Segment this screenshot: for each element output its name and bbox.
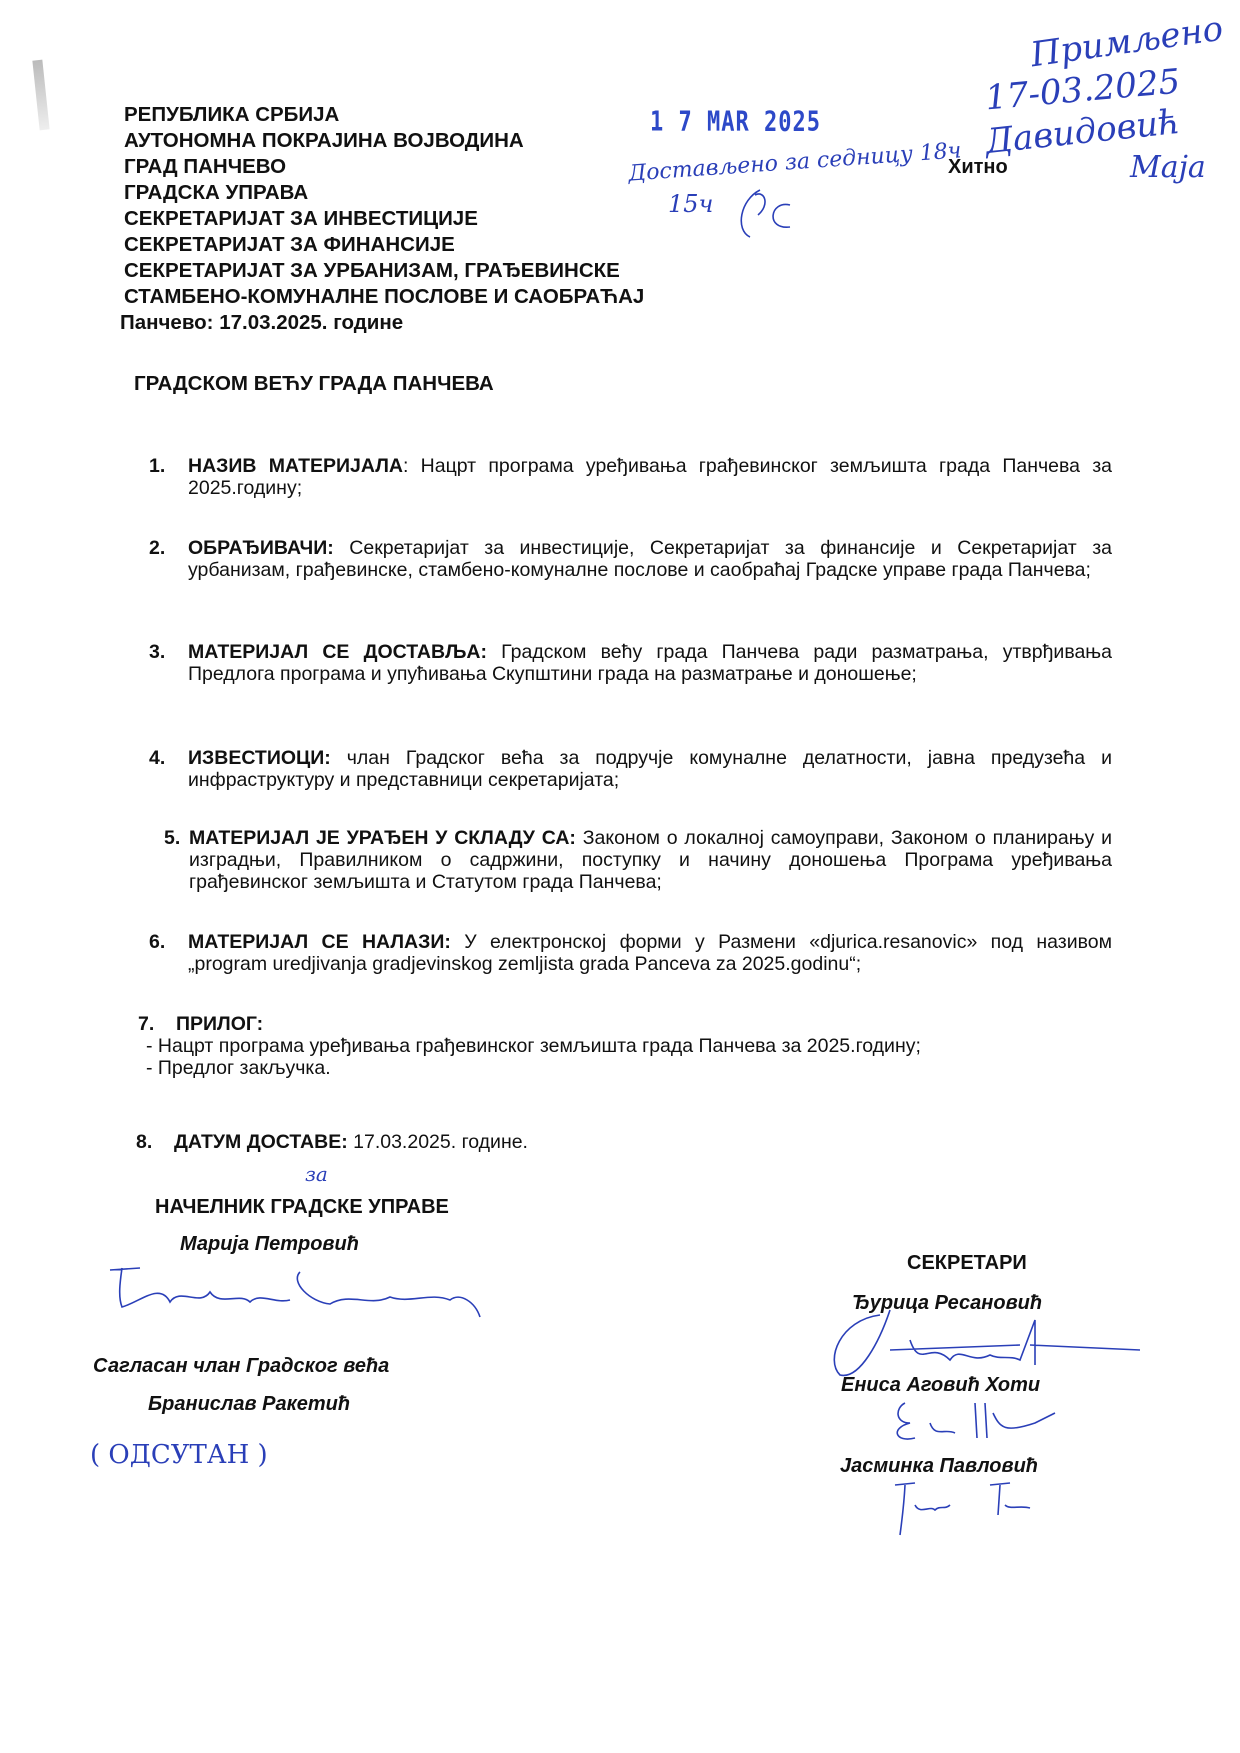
scan-mark	[32, 60, 49, 131]
item-label: ПРИЛОГ:	[176, 1013, 264, 1035]
head-signature	[100, 1262, 500, 1322]
item-number: 8.	[136, 1131, 153, 1153]
list-item	[149, 537, 1112, 581]
secretary-signature	[885, 1398, 1085, 1448]
item-number: 4.	[149, 747, 166, 769]
received-date-stamp: 1 7 MAR 2025	[650, 106, 821, 139]
letterhead-line: СЕКРЕТАРИЈАТ ЗА ИНВЕСТИЦИЈЕ	[124, 207, 478, 230]
item-number: 2.	[149, 537, 166, 559]
attachment-item: - Предлог закључка.	[146, 1057, 331, 1079]
letterhead-line: ГРАД ПАНЧЕВО	[124, 155, 287, 178]
secretary-name: Ђурица Ресановић	[852, 1292, 1043, 1314]
letterhead-line: ГРАДСКА УПРАВА	[124, 181, 309, 204]
list-item	[136, 1131, 1099, 1153]
item-text: члан Градског већа за подручје комуналне делатности, јавна предузећа и инфраструктуру и представници секретаријата;	[188, 747, 1112, 791]
handwritten-note: Достављено за седницу 18ч	[627, 138, 963, 187]
initials-signature	[730, 185, 800, 245]
letterhead-line: СЕКРЕТАРИЈАТ ЗА УРБАНИЗАМ, ГРАЂЕВИНСКЕ	[124, 259, 620, 282]
item-text: У електронској форми у Размени «djurica.resanovic» под називом „program uredjivanja gradjevinskog zemljista grada Panceva za 2025.godinu“;	[188, 931, 1112, 975]
secretary-signature	[820, 1300, 1150, 1380]
list-item	[138, 1013, 1112, 1079]
secretaries-title: СЕКРЕТАРИ	[907, 1252, 1027, 1274]
list-item	[149, 455, 1112, 499]
item-label: МАТЕРИЈАЛ ЈЕ УРАЂЕН У СКЛАДУ СА:	[189, 827, 576, 849]
list-item	[149, 931, 1112, 975]
attachment-item: - Нацрт програма уређивања грађевинског земљишта града Панчева за 2025.годину;	[146, 1035, 921, 1057]
received-date: 17-03.2025	[983, 61, 1182, 119]
secretary-name: Ениса Аговић Хоти	[841, 1374, 1041, 1396]
handwritten-note-time: 15ч	[668, 190, 714, 218]
document-date: Панчево: 17.03.2025. године	[120, 311, 404, 334]
received-note: Примљено	[1028, 8, 1226, 76]
received-by-surname: Давидовић	[983, 101, 1182, 163]
list-item	[164, 827, 1112, 893]
item-text: Секретаријат за инвестиције, Секретаријат за финансије и Секретаријат за урбанизам, грађевинске, стамбено-комуналне послове и саобраћај Градске управе града Панчева;	[188, 537, 1112, 581]
list-item	[149, 747, 1112, 791]
item-number: 7.	[138, 1013, 155, 1035]
item-number: 1.	[149, 455, 166, 477]
item-text: 17.03.2025. године.	[347, 1131, 528, 1153]
item-label: ОБРАЂИВАЧИ:	[188, 537, 334, 559]
absent-note: ( ОДСУТАН )	[90, 1440, 268, 1470]
item-label: ДАТУМ ДОСТАВЕ:	[174, 1131, 348, 1153]
letterhead-line: АУТОНОМНА ПОКРАЈИНА ВОЈВОДИНА	[124, 129, 524, 152]
letterhead	[120, 102, 645, 336]
item-text: Градском већу града Панчева ради разматрања, утврђивања Предлога програма и упућивања Скупштини града на разматрање и доношење;	[188, 641, 1112, 685]
item-label: ИЗВЕСТИОЦИ:	[188, 747, 331, 769]
addressee: ГРАДСКОМ ВЕЋУ ГРАДА ПАНЧЕВА	[134, 372, 494, 395]
council-name: Бранислав Ракетић	[148, 1393, 351, 1415]
on-behalf-note: за	[305, 1162, 328, 1186]
letterhead-line: СЕКРЕТАРИЈАТ ЗА ФИНАНСИЈЕ	[124, 233, 455, 256]
item-number: 5.	[164, 827, 181, 849]
urgent-label: Хитно	[948, 156, 1008, 178]
item-text: Законом о локалној самоуправи, Законом о планирању и изградњи, Правилником о садржини, поступку и начину доношења Програма уређивања грађевинског земљишта и Статутом града Панчева;	[189, 827, 1112, 893]
item-text: : Нацрт програма уређивања грађевинског земљишта града Панчева за 2025.годину;	[188, 455, 1112, 499]
received-by-name: Маја	[1130, 150, 1206, 185]
item-label: НАЗИВ МАТЕРИЈАЛА	[188, 455, 403, 477]
secretary-name: Јасминка Павловић	[840, 1455, 1039, 1477]
secretary-signature	[890, 1480, 1050, 1540]
letterhead-line: СТАМБЕНО-КОМУНАЛНЕ ПОСЛОВЕ И САОБРАЋАЈ	[124, 285, 645, 308]
item-number: 3.	[149, 641, 166, 663]
item-label: МАТЕРИЈАЛ СЕ ДОСТАВЉА:	[188, 641, 487, 663]
item-label: МАТЕРИЈАЛ СЕ НАЛАЗИ:	[188, 931, 451, 953]
letterhead-line: РЕПУБЛИКА СРБИЈА	[124, 103, 340, 126]
head-name: Марија Петровић	[180, 1233, 359, 1255]
item-number: 6.	[149, 931, 166, 953]
head-title: НАЧЕЛНИК ГРАДСКЕ УПРАВЕ	[155, 1196, 449, 1218]
list-item	[149, 641, 1112, 685]
council-title: Сагласан члан Градског већа	[93, 1355, 390, 1377]
